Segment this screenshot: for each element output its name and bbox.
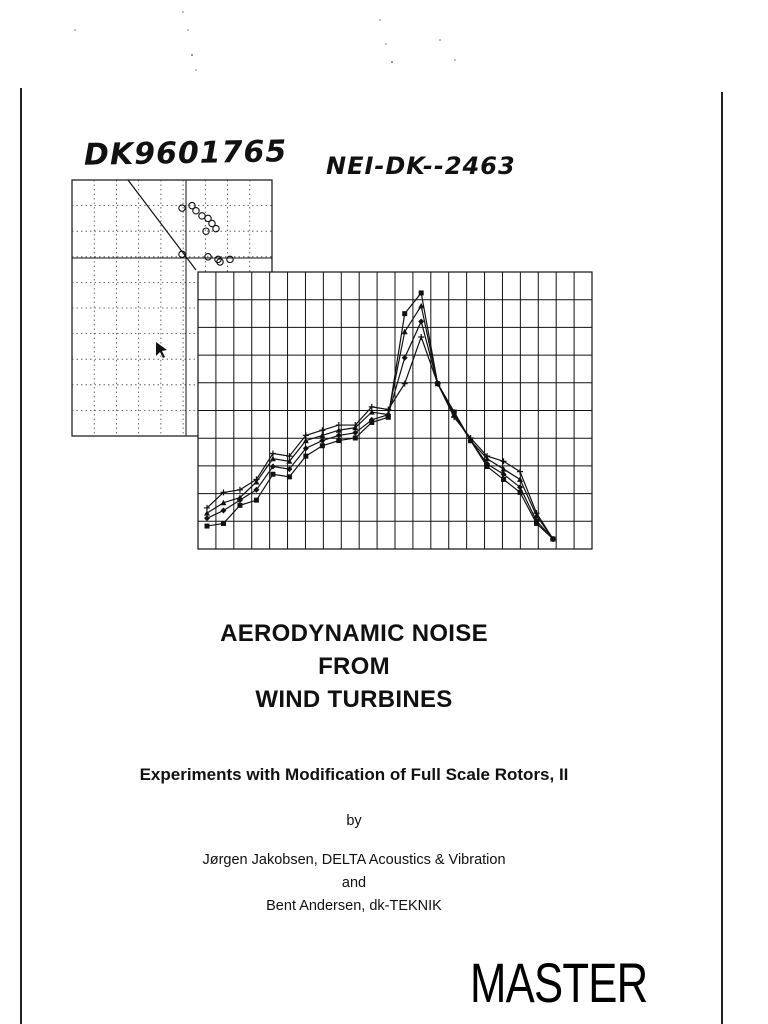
chart-point xyxy=(287,474,292,479)
chart-point xyxy=(353,435,358,440)
handwritten-report-id: DK9601765 xyxy=(83,134,288,173)
document-subtitle: Experiments with Modification of Full Scale Rotors, II xyxy=(139,765,569,784)
chart-point xyxy=(419,290,424,295)
line-chart xyxy=(198,272,592,549)
chart-point xyxy=(205,524,210,529)
title-line-3: WIND TURBINES xyxy=(255,686,453,713)
title-line-2: FROM xyxy=(318,653,390,680)
chart-point xyxy=(518,490,523,495)
authors-block xyxy=(40,849,668,918)
chart-point xyxy=(270,472,275,477)
handwritten-report-number: NEI-DK--2463 xyxy=(326,152,516,180)
and-label: and xyxy=(341,875,367,891)
title-line-1: AERODYNAMIC NOISE xyxy=(220,620,488,647)
chart-point xyxy=(336,438,341,443)
author-2: Bent Andersen, dk-TEKNIK xyxy=(266,898,442,914)
chart-point xyxy=(320,443,325,448)
chart-point xyxy=(254,498,259,503)
title-block xyxy=(60,617,648,716)
author-1: Jørgen Jakobsen, DELTA Acoustics & Vibration xyxy=(202,852,506,868)
chart-point xyxy=(402,311,407,316)
by-label: by xyxy=(346,813,362,829)
chart-point xyxy=(501,477,506,482)
chart-point xyxy=(221,521,226,526)
master-stamp: MASTER xyxy=(470,951,648,1014)
chart-point xyxy=(303,454,308,459)
chart-point xyxy=(237,503,242,508)
